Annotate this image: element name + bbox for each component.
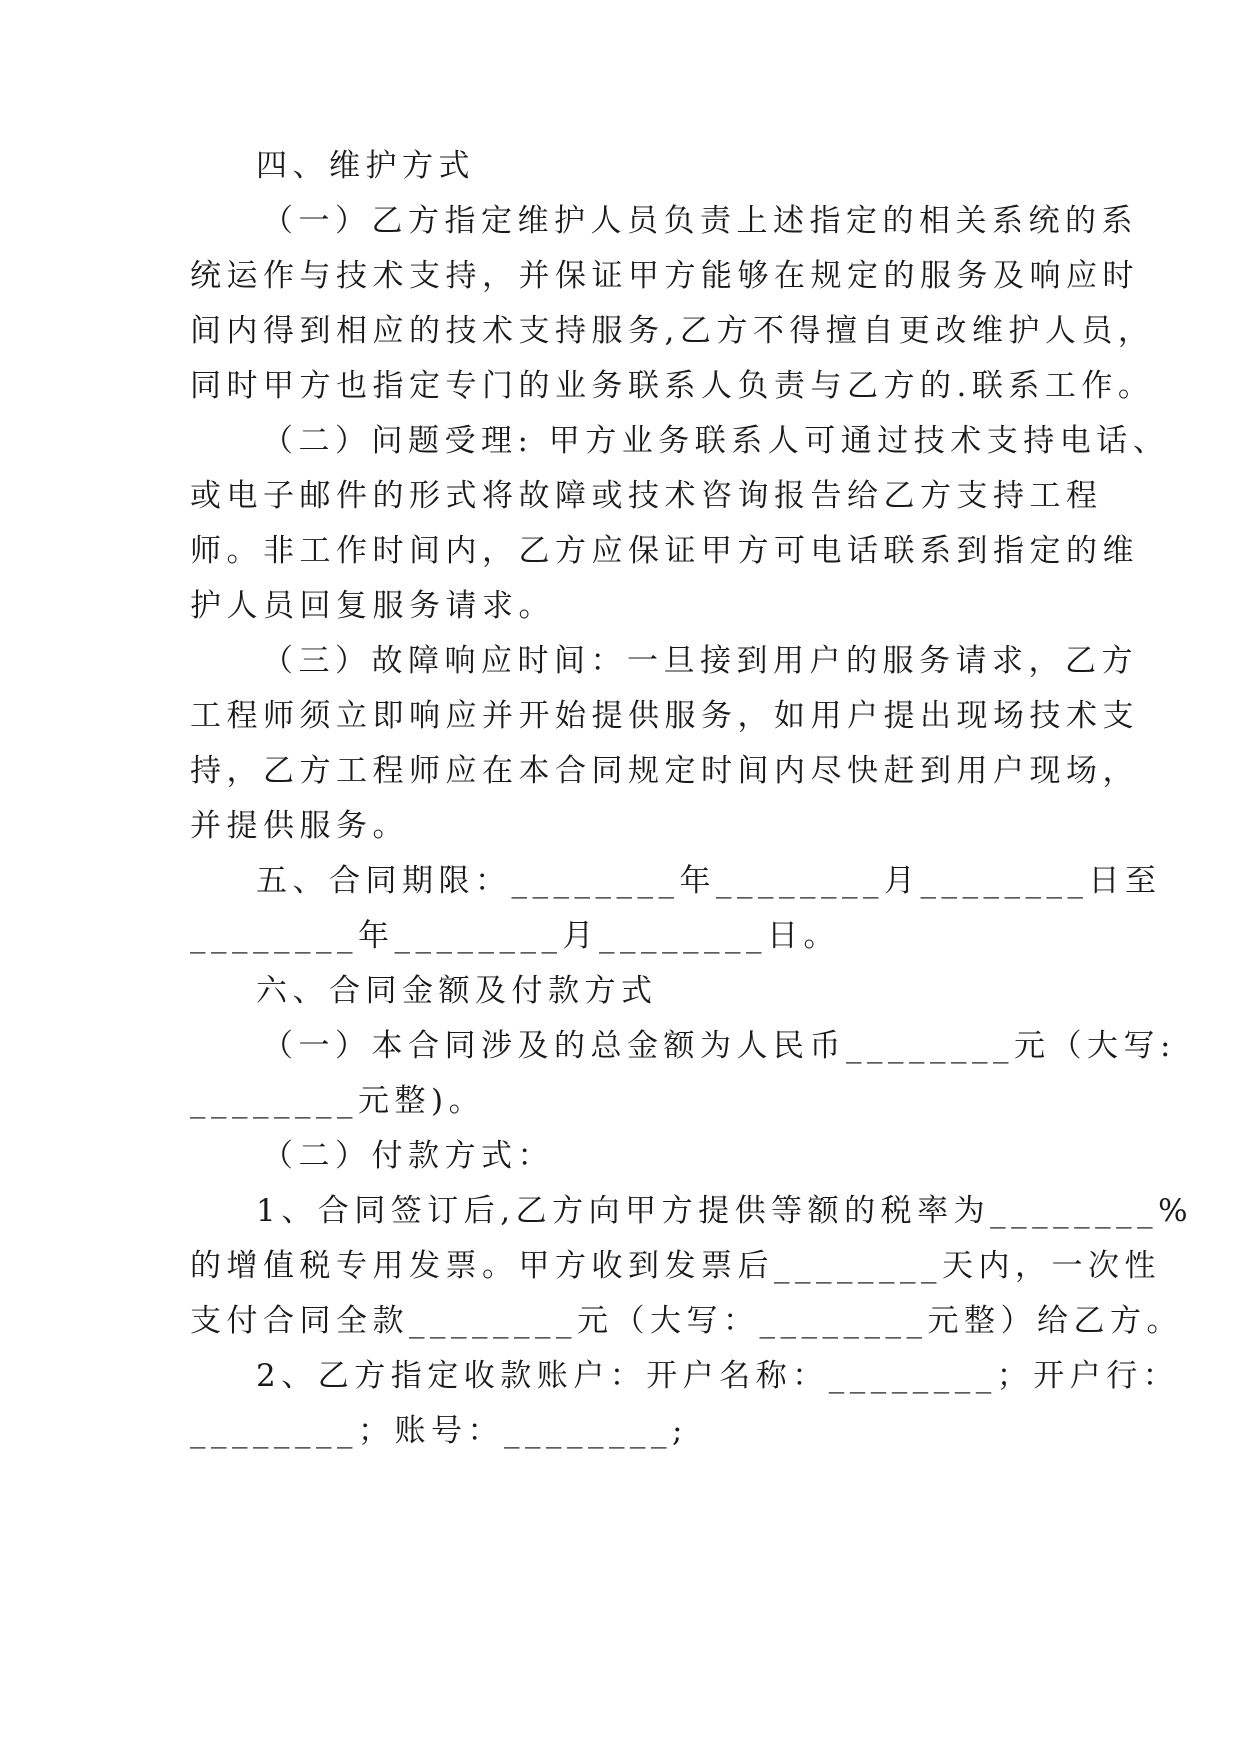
paragraph-line: 2、乙方指定收款账户：开户名称：________；开户行： bbox=[256, 1358, 1180, 1394]
paragraph-line: （三）故障响应时间：一旦接到用户的服务请求，乙方 bbox=[262, 643, 1138, 679]
paragraph-line: （二）问题受理: 甲方业务联系人可通过技术支持电话、 bbox=[262, 423, 1170, 459]
paragraph-line: ________元整)。 bbox=[190, 1083, 486, 1119]
paragraph-line: （二）付款方式： bbox=[262, 1138, 554, 1174]
paragraph-line: （一）本合同涉及的总金额为人民币________元（大写: bbox=[262, 1028, 1176, 1064]
section-heading-maintenance: 四、维护方式 bbox=[256, 148, 475, 184]
paragraph-line: 持，乙方工程师应在本合同规定时间内尽快赶到用户现场， bbox=[190, 753, 1139, 789]
paragraph-line: ________；账号：________; bbox=[190, 1413, 688, 1449]
paragraph-line: 师。非工作时间内，乙方应保证甲方可电话联系到指定的维 bbox=[190, 533, 1139, 569]
paragraph-line: （一）乙方指定维护人员负责上述指定的相关系统的系 bbox=[262, 203, 1138, 239]
paragraph-line: 统运作与技术支持，并保证甲方能够在规定的服务及响应时 bbox=[190, 258, 1139, 294]
paragraph-line: 支付合同全款________元（大写：________元整）给乙方。 bbox=[190, 1303, 1183, 1339]
paragraph-line: 间内得到相应的技术支持服务,乙方不得擅自更改维护人员， bbox=[190, 313, 1155, 349]
paragraph-line: 并提供服务。 bbox=[190, 808, 409, 844]
section-heading-contract-term: 五、合同期限：________年________月________日至 bbox=[256, 863, 1162, 899]
paragraph-line: 护人员回复服务请求。 bbox=[190, 588, 555, 624]
paragraph-line: 同时甲方也指定专门的业务联系人负责与乙方的.联系工作。 bbox=[190, 368, 1155, 404]
paragraph-line: 1、合同签订后,乙方向甲方提供等额的税率为________% bbox=[256, 1193, 1194, 1229]
paragraph-line: 工程师须立即响应并开始提供服务，如用户提出现场技术支 bbox=[190, 698, 1139, 734]
section-heading-amount-payment: 六、合同金额及付款方式 bbox=[256, 973, 658, 1009]
paragraph-line: 的增值税专用发票。甲方收到发票后________天内，一次性 bbox=[190, 1248, 1161, 1284]
paragraph-line: ________年________月________日。 bbox=[190, 918, 840, 954]
paragraph-line: 或电子邮件的形式将故障或技术咨询报告给乙方支持工程 bbox=[190, 478, 1103, 514]
